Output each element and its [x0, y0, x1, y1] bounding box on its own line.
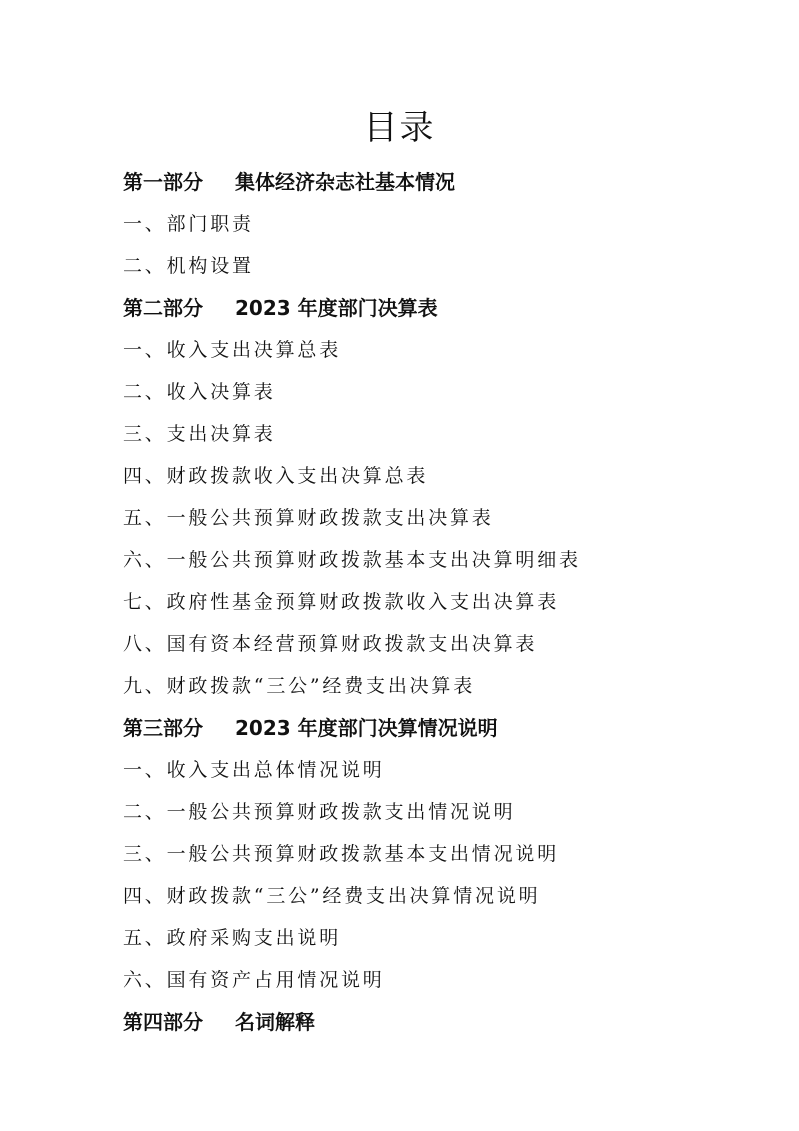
- part-title: 名词解释: [235, 1010, 315, 1034]
- toc-item[interactable]: 一、部门职责: [123, 213, 254, 235]
- part-number: 第三部分: [123, 716, 203, 740]
- page-title: 目录: [363, 108, 436, 148]
- part-title: 集体经济杂志社基本情况: [235, 170, 455, 194]
- part-number: 第四部分: [123, 1010, 203, 1034]
- part-number: 第一部分: [123, 170, 203, 194]
- toc-item[interactable]: 五、政府采购支出说明: [123, 927, 342, 949]
- toc-item[interactable]: 八、国有资本经营预算财政拨款支出决算表: [123, 633, 538, 655]
- toc-item[interactable]: 一、收入支出决算总表: [123, 339, 342, 361]
- toc-part-1[interactable]: [123, 161, 783, 203]
- toc-item[interactable]: 九、财政拨款“三公”经费支出决算表: [123, 675, 476, 697]
- toc-item[interactable]: 六、一般公共预算财政拨款基本支出决算明细表: [123, 549, 581, 571]
- toc-part-3[interactable]: [123, 707, 783, 749]
- toc-item[interactable]: 四、财政拨款“三公”经费支出决算情况说明: [123, 885, 541, 907]
- toc-part-4[interactable]: [123, 1001, 783, 1043]
- toc-part-2[interactable]: [123, 287, 783, 329]
- table-of-contents: [123, 161, 783, 1043]
- toc-item[interactable]: 二、一般公共预算财政拨款支出情况说明: [123, 801, 516, 823]
- toc-item[interactable]: 二、收入决算表: [123, 381, 276, 403]
- toc-item[interactable]: 六、国有资产占用情况说明: [123, 969, 385, 991]
- toc-item[interactable]: 二、机构设置: [123, 255, 254, 277]
- toc-item[interactable]: 三、一般公共预算财政拨款基本支出情况说明: [123, 843, 560, 865]
- toc-item[interactable]: 四、财政拨款收入支出决算总表: [123, 465, 429, 487]
- part-title: 2023 年度部门决算情况说明: [235, 716, 498, 740]
- part-number: 第二部分: [123, 296, 203, 320]
- part-title: 2023 年度部门决算表: [235, 296, 438, 320]
- toc-item[interactable]: 一、收入支出总体情况说明: [123, 759, 385, 781]
- toc-item[interactable]: 五、一般公共预算财政拨款支出决算表: [123, 507, 494, 529]
- toc-item[interactable]: 三、支出决算表: [123, 423, 276, 445]
- toc-item[interactable]: 七、政府性基金预算财政拨款收入支出决算表: [123, 591, 560, 613]
